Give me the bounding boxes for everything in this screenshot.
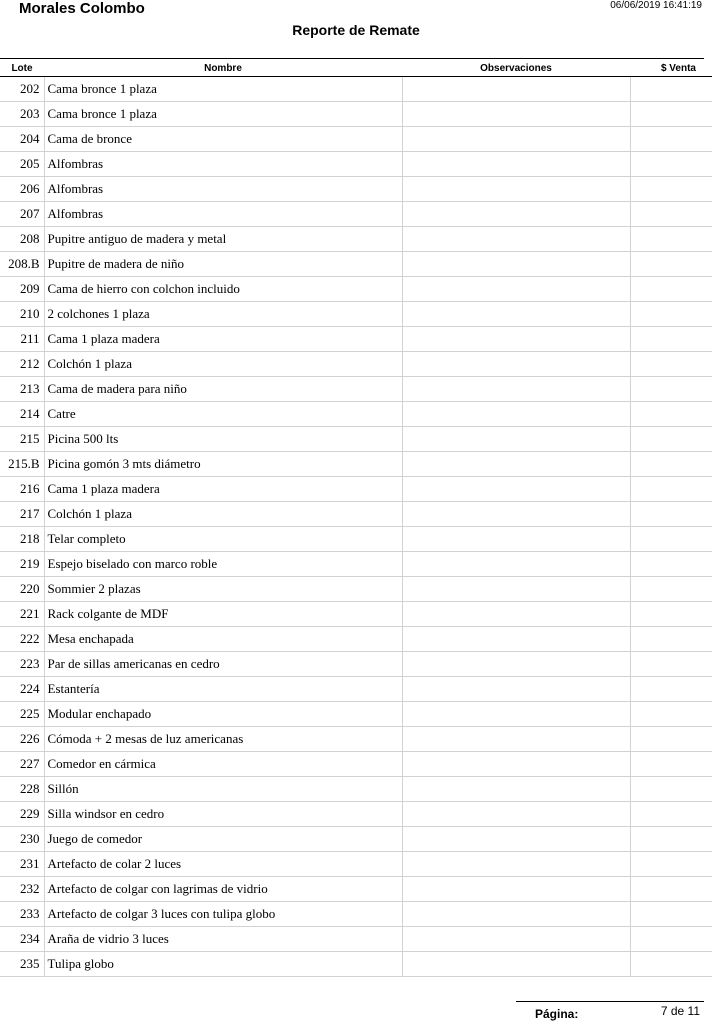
lote-cell: 211 [0, 327, 44, 352]
observaciones-cell [402, 677, 630, 702]
nombre-cell: Cómoda + 2 mesas de luz americanas [44, 727, 402, 752]
observaciones-cell [402, 402, 630, 427]
nombre-cell: Artefacto de colgar con lagrimas de vidrio [44, 877, 402, 902]
observaciones-cell [402, 377, 630, 402]
table-row [0, 602, 712, 627]
observaciones-cell [402, 527, 630, 552]
observaciones-cell [402, 277, 630, 302]
lote-cell: 202 [0, 77, 44, 102]
table-row [0, 852, 712, 877]
lote-cell: 204 [0, 127, 44, 152]
venta-cell [630, 652, 712, 677]
nombre-cell: Artefacto de colgar 3 luces con tulipa globo [44, 902, 402, 927]
observaciones-cell [402, 802, 630, 827]
nombre-cell: Pupitre antiguo de madera y metal [44, 227, 402, 252]
table-row [0, 577, 712, 602]
report-title: Reporte de Remate [292, 22, 420, 38]
nombre-cell: Cama de bronce [44, 127, 402, 152]
nombre-cell: Alfombras [44, 152, 402, 177]
page-label: Página: [535, 1007, 579, 1021]
venta-cell [630, 277, 712, 302]
lote-cell: 207 [0, 202, 44, 227]
observaciones-cell [402, 952, 630, 977]
observaciones-cell [402, 602, 630, 627]
venta-cell [630, 727, 712, 752]
lote-cell: 228 [0, 777, 44, 802]
lote-cell: 226 [0, 727, 44, 752]
venta-cell [630, 352, 712, 377]
lote-cell: 213 [0, 377, 44, 402]
venta-cell [630, 427, 712, 452]
table-row [0, 552, 712, 577]
header-divider [0, 58, 704, 59]
table-row [0, 827, 712, 852]
nombre-cell: Cama de hierro con colchon incluido [44, 277, 402, 302]
table-row [0, 927, 712, 952]
table-row [0, 427, 712, 452]
venta-cell [630, 202, 712, 227]
table-row [0, 477, 712, 502]
table-row [0, 302, 712, 327]
nombre-cell: Estantería [44, 677, 402, 702]
venta-cell [630, 377, 712, 402]
observaciones-cell [402, 427, 630, 452]
venta-cell [630, 752, 712, 777]
lote-cell: 234 [0, 927, 44, 952]
report-timestamp: 06/06/2019 16:41:19 [610, 0, 702, 11]
lote-cell: 220 [0, 577, 44, 602]
nombre-cell: Sillón [44, 777, 402, 802]
observaciones-cell [402, 352, 630, 377]
nombre-cell: Alfombras [44, 177, 402, 202]
venta-cell [630, 702, 712, 727]
observaciones-cell [402, 327, 630, 352]
observaciones-cell [402, 477, 630, 502]
nombre-cell: Espejo biselado con marco roble [44, 552, 402, 577]
table-row [0, 402, 712, 427]
table-header-row [0, 60, 712, 77]
nombre-cell: Colchón 1 plaza [44, 502, 402, 527]
table-row [0, 777, 712, 802]
lote-cell: 231 [0, 852, 44, 877]
venta-cell [630, 102, 712, 127]
observaciones-cell [402, 927, 630, 952]
nombre-cell: Sommier 2 plazas [44, 577, 402, 602]
nombre-cell: Rack colgante de MDF [44, 602, 402, 627]
lote-cell: 235 [0, 952, 44, 977]
venta-cell [630, 852, 712, 877]
observaciones-cell [402, 902, 630, 927]
lote-cell: 214 [0, 402, 44, 427]
venta-cell [630, 677, 712, 702]
nombre-cell: Colchón 1 plaza [44, 352, 402, 377]
observaciones-cell [402, 202, 630, 227]
nombre-cell: Catre [44, 402, 402, 427]
table-body [0, 77, 712, 977]
nombre-cell: Mesa enchapada [44, 627, 402, 652]
table-row [0, 202, 712, 227]
observaciones-cell [402, 877, 630, 902]
table-row [0, 127, 712, 152]
table-row [0, 102, 712, 127]
venta-cell [630, 777, 712, 802]
table-row [0, 802, 712, 827]
nombre-cell: Artefacto de colar 2 luces [44, 852, 402, 877]
observaciones-cell [402, 102, 630, 127]
observaciones-cell [402, 452, 630, 477]
nombre-cell: Modular enchapado [44, 702, 402, 727]
table-row [0, 327, 712, 352]
observaciones-cell [402, 752, 630, 777]
nombre-cell: Pupitre de madera de niño [44, 252, 402, 277]
lote-cell: 212 [0, 352, 44, 377]
table-row [0, 252, 712, 277]
venta-cell [630, 527, 712, 552]
footer-divider [516, 1001, 704, 1002]
observaciones-cell [402, 302, 630, 327]
column-header-observaciones: Observaciones [402, 60, 630, 77]
lote-cell: 233 [0, 902, 44, 927]
nombre-cell: Picina gomón 3 mts diámetro [44, 452, 402, 477]
table-row [0, 627, 712, 652]
venta-cell [630, 877, 712, 902]
nombre-cell: Picina 500 lts [44, 427, 402, 452]
table-row [0, 152, 712, 177]
lote-cell: 206 [0, 177, 44, 202]
page-number: 7 de 11 [660, 1004, 700, 1018]
lote-cell: 232 [0, 877, 44, 902]
lote-cell: 205 [0, 152, 44, 177]
venta-cell [630, 602, 712, 627]
observaciones-cell [402, 552, 630, 577]
nombre-cell: Tulipa globo [44, 952, 402, 977]
venta-cell [630, 77, 712, 102]
column-header-nombre: Nombre [44, 60, 402, 77]
nombre-cell: Par de sillas americanas en cedro [44, 652, 402, 677]
observaciones-cell [402, 652, 630, 677]
venta-cell [630, 802, 712, 827]
nombre-cell: Cama bronce 1 plaza [44, 77, 402, 102]
table-row [0, 352, 712, 377]
lote-cell: 221 [0, 602, 44, 627]
table-row [0, 902, 712, 927]
nombre-cell: Cama 1 plaza madera [44, 477, 402, 502]
lote-cell: 216 [0, 477, 44, 502]
table-row [0, 702, 712, 727]
table-row [0, 277, 712, 302]
observaciones-cell [402, 702, 630, 727]
nombre-cell: Silla windsor en cedro [44, 802, 402, 827]
venta-cell [630, 927, 712, 952]
venta-cell [630, 227, 712, 252]
table-row [0, 527, 712, 552]
venta-cell [630, 402, 712, 427]
venta-cell [630, 152, 712, 177]
column-header-lote: Lote [0, 60, 44, 77]
venta-cell [630, 327, 712, 352]
observaciones-cell [402, 627, 630, 652]
lote-cell: 203 [0, 102, 44, 127]
venta-cell [630, 252, 712, 277]
table-row [0, 727, 712, 752]
column-header-venta: $ Venta [630, 60, 712, 77]
venta-cell [630, 452, 712, 477]
observaciones-cell [402, 727, 630, 752]
nombre-cell: Cama bronce 1 plaza [44, 102, 402, 127]
venta-cell [630, 177, 712, 202]
lote-cell: 223 [0, 652, 44, 677]
venta-cell [630, 302, 712, 327]
company-name: Morales Colombo [19, 0, 145, 17]
nombre-cell: Comedor en cármica [44, 752, 402, 777]
observaciones-cell [402, 577, 630, 602]
venta-cell [630, 552, 712, 577]
lote-cell: 227 [0, 752, 44, 777]
observaciones-cell [402, 827, 630, 852]
observaciones-cell [402, 852, 630, 877]
observaciones-cell [402, 227, 630, 252]
nombre-cell: Alfombras [44, 202, 402, 227]
lote-cell: 218 [0, 527, 44, 552]
nombre-cell: Cama 1 plaza madera [44, 327, 402, 352]
table-row [0, 877, 712, 902]
observaciones-cell [402, 77, 630, 102]
table-row [0, 452, 712, 477]
observaciones-cell [402, 127, 630, 152]
venta-cell [630, 902, 712, 927]
venta-cell [630, 627, 712, 652]
venta-cell [630, 577, 712, 602]
lote-cell: 224 [0, 677, 44, 702]
lote-cell: 229 [0, 802, 44, 827]
lote-cell: 215.B [0, 452, 44, 477]
table-row [0, 377, 712, 402]
table-row [0, 177, 712, 202]
venta-cell [630, 952, 712, 977]
lote-cell: 225 [0, 702, 44, 727]
table-row [0, 752, 712, 777]
venta-cell [630, 127, 712, 152]
nombre-cell: Araña de vidrio 3 luces [44, 927, 402, 952]
lote-cell: 208.B [0, 252, 44, 277]
table-row [0, 952, 712, 977]
observaciones-cell [402, 177, 630, 202]
venta-cell [630, 477, 712, 502]
auction-table [0, 60, 712, 977]
lote-cell: 217 [0, 502, 44, 527]
nombre-cell: Cama de madera para niño [44, 377, 402, 402]
nombre-cell: 2 colchones 1 plaza [44, 302, 402, 327]
observaciones-cell [402, 502, 630, 527]
observaciones-cell [402, 252, 630, 277]
venta-cell [630, 502, 712, 527]
nombre-cell: Telar completo [44, 527, 402, 552]
observaciones-cell [402, 777, 630, 802]
table-row [0, 227, 712, 252]
lote-cell: 208 [0, 227, 44, 252]
table-row [0, 652, 712, 677]
lote-cell: 215 [0, 427, 44, 452]
table-row [0, 502, 712, 527]
observaciones-cell [402, 152, 630, 177]
lote-cell: 210 [0, 302, 44, 327]
lote-cell: 209 [0, 277, 44, 302]
table-row [0, 77, 712, 102]
lote-cell: 219 [0, 552, 44, 577]
table-row [0, 677, 712, 702]
venta-cell [630, 827, 712, 852]
lote-cell: 222 [0, 627, 44, 652]
nombre-cell: Juego de comedor [44, 827, 402, 852]
lote-cell: 230 [0, 827, 44, 852]
